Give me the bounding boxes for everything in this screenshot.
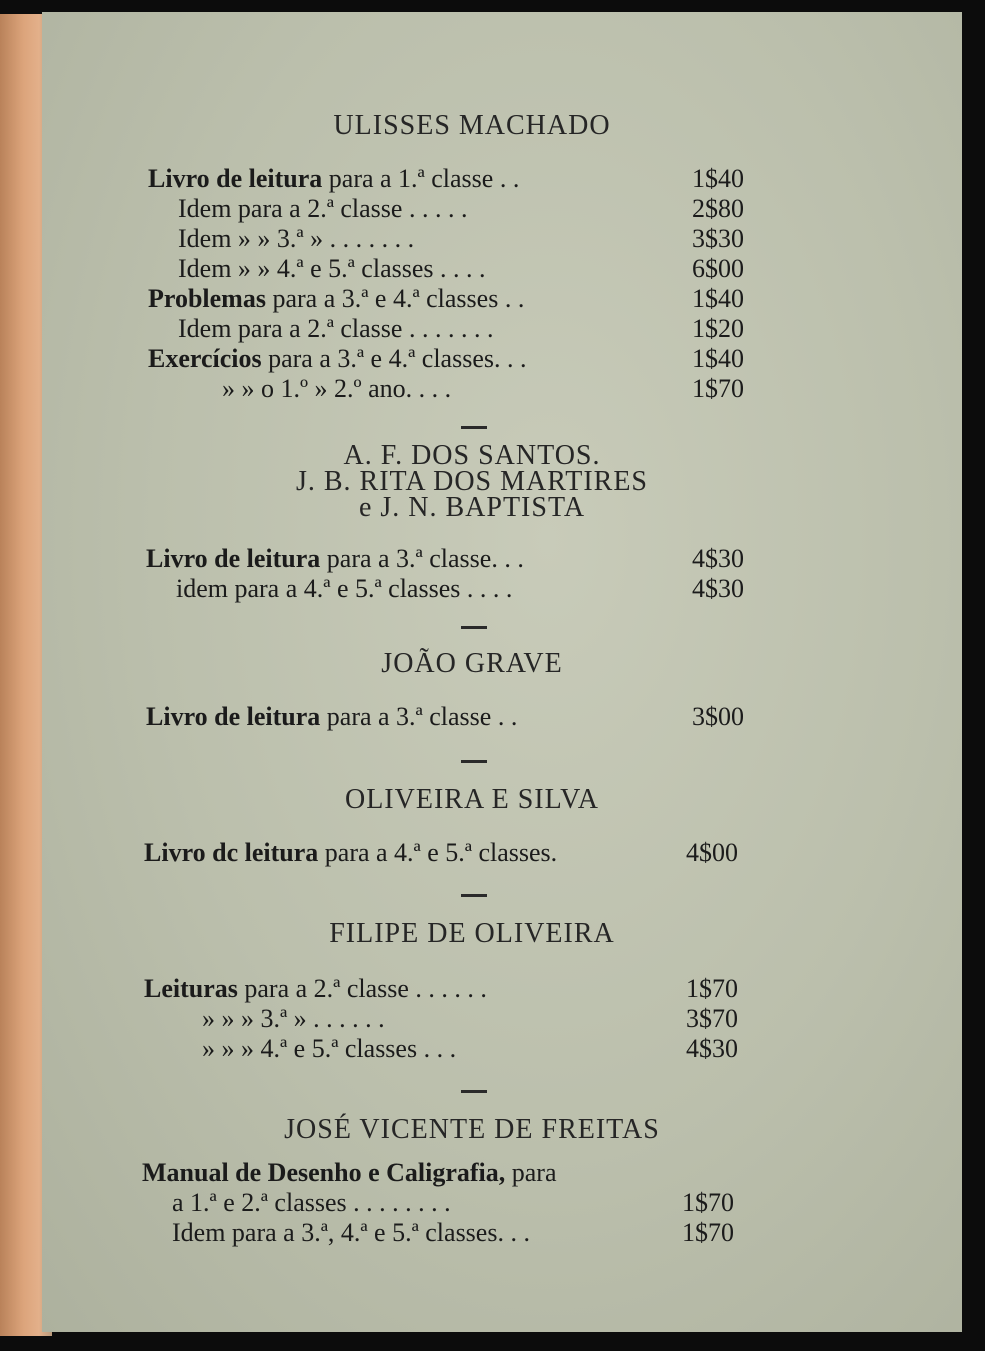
list-item xyxy=(42,284,962,314)
item-text: para a 3.ª classe. . . xyxy=(320,544,524,573)
item-text: Idem » » 4.ª e 5.ª classes . . . . xyxy=(178,254,486,283)
item-title: Problemas xyxy=(148,284,266,313)
item-price: 4$30 xyxy=(692,544,744,573)
item-text: para a 3.ª e 4.ª classes. . . xyxy=(261,344,527,373)
item-price: 3$00 xyxy=(692,702,744,731)
item-title: Leituras xyxy=(144,974,238,1003)
item-title: Livro dc leitura xyxy=(144,838,319,867)
list-item xyxy=(42,1158,962,1188)
list-item xyxy=(42,1218,962,1248)
item-price: 1$40 xyxy=(692,284,744,313)
item-text: » » » 3.ª » . . . . . . xyxy=(202,1004,385,1033)
item-price: 1$70 xyxy=(692,374,744,403)
item-text: para a 2.ª classe . . . . . . xyxy=(237,974,487,1003)
list-item xyxy=(42,314,962,344)
list-item xyxy=(42,838,962,868)
catalog-page xyxy=(42,12,962,1332)
item-text: para a 4.ª e 5.ª classes. xyxy=(318,838,558,867)
list-item xyxy=(42,574,962,604)
list-item xyxy=(42,702,962,732)
item-title: Manual de Desenho e Caligrafia, xyxy=(142,1158,506,1187)
list-item xyxy=(42,374,962,404)
author-heading: ULISSES MACHADO xyxy=(333,110,611,141)
list-item xyxy=(42,974,962,1004)
item-price: 1$70 xyxy=(682,1188,734,1217)
list-item xyxy=(42,1004,962,1034)
item-text: a 1.ª e 2.ª classes . . . . . . . . xyxy=(172,1188,451,1217)
item-text: para a 3.ª e 4.ª classes . . xyxy=(265,284,525,313)
item-price: 4$30 xyxy=(686,1034,738,1063)
item-price: 4$30 xyxy=(692,574,744,603)
author-heading: A. F. DOS SANTOS. xyxy=(343,440,601,471)
item-text: Idem para a 3.ª, 4.ª e 5.ª classes. . . xyxy=(172,1218,530,1247)
item-text: Idem » » 3.ª » . . . . . . . xyxy=(178,224,415,253)
author-heading: e J. N. BAPTISTA xyxy=(358,492,586,523)
item-price: 1$40 xyxy=(692,344,744,373)
item-price: 1$70 xyxy=(686,974,738,1003)
item-text: idem para a 4.ª e 5.ª classes . . . . xyxy=(176,574,513,603)
item-title: Exercícios xyxy=(148,344,262,373)
divider xyxy=(461,760,487,763)
list-item xyxy=(42,254,962,284)
item-title: Livro de leitura xyxy=(146,544,321,573)
list-item xyxy=(42,344,962,374)
item-title: Livro de leitura xyxy=(148,164,323,193)
author-heading: FILIPE DE OLIVEIRA xyxy=(329,918,615,949)
item-price: 3$70 xyxy=(686,1004,738,1033)
list-item xyxy=(42,544,962,574)
list-item xyxy=(42,1034,962,1064)
author-heading: J. B. RITA DOS MARTIRES xyxy=(295,466,648,497)
divider xyxy=(461,1090,487,1093)
author-heading: JOSÉ VICENTE DE FREITAS xyxy=(284,1114,660,1145)
item-title: Livro de leitura xyxy=(146,702,321,731)
item-text: para a 3.ª classe . . xyxy=(320,702,518,731)
list-item xyxy=(42,224,962,254)
item-price: 1$20 xyxy=(692,314,744,343)
item-price: 4$00 xyxy=(686,838,738,867)
list-item xyxy=(42,194,962,224)
item-price: 6$00 xyxy=(692,254,744,283)
divider xyxy=(461,626,487,629)
list-item xyxy=(42,164,962,194)
divider xyxy=(461,894,487,897)
item-text: » » o 1.º » 2.º ano. . . . xyxy=(222,374,452,403)
item-text: para a 1.ª classe . . xyxy=(322,164,520,193)
item-text: Idem para a 2.ª classe . . . . . xyxy=(178,194,468,223)
author-heading: JOÃO GRAVE xyxy=(381,648,563,679)
item-text: Idem para a 2.ª classe . . . . . . . xyxy=(178,314,494,343)
item-price: 3$30 xyxy=(692,224,744,253)
author-heading: OLIVEIRA E SILVA xyxy=(344,784,599,815)
item-price: 1$40 xyxy=(692,164,744,193)
item-text: para xyxy=(505,1158,557,1187)
item-text: » » » 4.ª e 5.ª classes . . . xyxy=(202,1034,457,1063)
item-price: 2$80 xyxy=(692,194,744,223)
item-price: 1$70 xyxy=(682,1218,734,1247)
list-item xyxy=(42,1188,962,1218)
divider xyxy=(461,426,487,429)
